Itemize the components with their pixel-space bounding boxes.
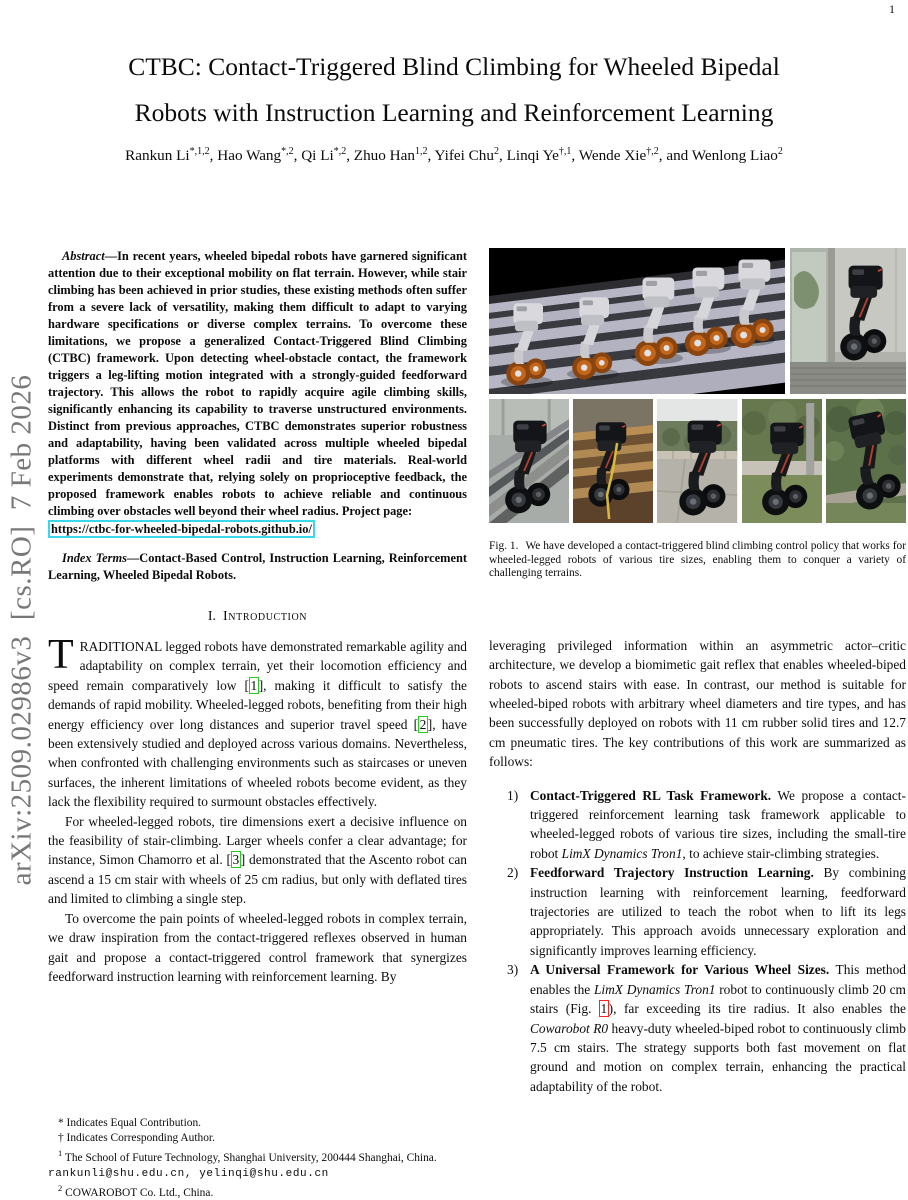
author: Hao Wang$^{*,2}$,: [217, 146, 302, 165]
author: Yifei Chu$^2$,: [434, 146, 507, 165]
contribution-1-title: Contact-Triggered RL Task Framework.: [530, 787, 772, 803]
contribution-item-3: 3) A Universal Framework for Various Wheel Sizes. This method enables the LimX Dynamics Tron1 robot to continuously climb 20 cm stairs (Fig. 1 ), far exceeding its tire radius. It also enables the Cowarobot R0 heavy-duty wheeled-biped robot to continuously climb 7.5 cm stairs. The strategy supports both fast movement on flat ground and motion on complex terrain, enhancing the practical adaptability of the robot.: [507, 962, 906, 1094]
page-number: 1: [889, 2, 895, 16]
contribution-item-1: 1) Contact-Triggered RL Task Framework. We propose a contact-triggered reinforcement learning task framework applicable to wheeled-legged robots of various tire sizes, including the small-tire robot LimX Dynamics Tron1, to achieve stair-climbing strategies.: [507, 787, 906, 861]
contribution-list: [489, 786, 906, 1097]
contribution-2-title: Feedforward Trajectory Instruction Learning.: [530, 865, 814, 881]
author: Wende Xie$^{\dagger,2}$, and: [578, 146, 692, 165]
robot-name-limx-tron1: LimX Dynamics Tron1: [561, 845, 683, 861]
arxiv-watermark: arXiv:2509.02986v3 [cs.RO] 7 Feb 2026: [5, 374, 38, 886]
title-line-1: CTBC: Contact-Triggered Blind Climbing for Wheeled Bipedal: [128, 52, 780, 81]
intro-paragraph-1: TRADITIONAL legged robots have demonstrated remarkable agility and adaptability on complex terrain, yet their locomotion efficiency and speed remain comparatively low [ 1 ], making it difficult to satisfy the demands of rapid mobility. Wheeled-legged robots, benefiting from their high energy efficiency over long distances and superior travel speed [ 2 ], have been extensively studied and deployed across various domains. Nevertheless, when confronted with challenging environments such as staircases or uneven surfaces, the inherent limitations of wheeled robots become evident, as they lack the flexibility required to surmount obstacles effectively.: [48, 632, 467, 810]
author: Zhuo Han$^{1,2}$,: [353, 146, 435, 165]
abstract: Abstract—In recent years, wheeled bipedal robots have garnered significant attention due to their exceptional mobility on flat terrain. However, while stair climbing has been achieved in prior studies, these existing methods often suffer from a severe lack of versatility, making them difficult to adapt to varying hardware specifications or diverse complex terrains. To overcome these limitations, we propose a generalized Contact-Triggered Blind Climbing (CTBC) framework. Upon detecting wheel-obstacle contact, the framework triggers a leg-lifting motion integrated with a strongly-guided feedforward trajectory. This allows the robot to rapidly acquire agile climbing skills, significantly enhancing its capability to traverse unstructured environments. Distinct from previous approaches, CTBC demonstrates superior robustness and adaptability, having been validated across multiple wheeled bipedal platforms with different wheel radii and tire materials. Real-world experiments demonstrate that, relying solely on proprioceptive feedback, the proposed framework enables robots to achieve reliable and continuous climbing over obstacles well beyond their wheel radius. Project page:: [48, 249, 467, 518]
robot-name-limx-tron1: LimX Dynamics Tron1: [593, 981, 716, 997]
footnote-equal-contribution: * Indicates Equal Contribution.: [58, 1117, 201, 1129]
intro-paragraph-2: For wheeled-legged robots, tire dimensions exert a decisive influence on the feasibility of stair-climbing. Larger wheels confer a clear advantage; for instance, Simon Chamorro et al. [ 3 ] demonstrated that the Ascento robot can ascend a 15 cm stair with wheels of 25 cm radius, but only with deflated tires and limited to climbing a single step.: [48, 813, 467, 907]
author: Qi $Li^{*,2}$,: [301, 146, 354, 165]
paper-title: [0, 44, 908, 136]
figure-panel-simulation: [489, 248, 785, 394]
figure-panel-photo-door-step: [790, 248, 906, 394]
figure-1: [489, 248, 906, 523]
left-column: [48, 248, 467, 986]
project-page-line: [48, 520, 467, 538]
author-list: [0, 146, 908, 165]
author: Linqi $Ye^{\dagger,1}$,: [506, 146, 579, 165]
abstract-label: Abstract: [62, 249, 105, 263]
figure-1-caption: Fig. 1. We have developed a contact-triggered blind climbing control policy that works for wheeled-legged robots of various tire sizes, enabling them to conquer a variety of challenging terrains.: [489, 540, 906, 580]
figure-panel-photo-sidewalk-curb: [657, 399, 737, 523]
figure-panel-photo-grass-hedge: [742, 399, 822, 523]
citation-ref-3[interactable]: 3: [232, 852, 240, 868]
footnote-corresponding-author: † Indicates Corresponding Author.: [58, 1131, 215, 1144]
figure-panel-photo-greenery-curb: [826, 399, 906, 523]
author: Rankun $Li^{*,1,2}$,: [125, 146, 218, 165]
index-terms: Index Terms—Contact-Based Control, Instruction Learning, Reinforcement Learning, Wheeled Bipedal Robots.: [48, 551, 467, 582]
intro-paragraph-3: To overcome the pain points of wheeled-legged robots in complex terrain, we draw inspiration from the contact-triggered reflexes observed in human gait and propose a contact-triggered control framework that synergizes feedforward instruction learning with reinforcement learning. By: [48, 910, 467, 984]
author-emails[interactable]: rankunli@shu.edu.cn, yelinqi@shu.edu.cn: [48, 1167, 329, 1180]
contribution-item-2: 2) Feedforward Trajectory Instruction Learning. By combining instruction learning with reinforcement learning, feedforward trajectories are utilized to teach the robot when to lift its legs appropriately. This approach avoids unnecessary exploration and significantly improves learning efficiency.: [507, 865, 906, 958]
author: Wenlong Liao$^2$: [691, 146, 783, 165]
contribution-3-title: A Universal Framework for Various Wheel Sizes.: [530, 962, 830, 978]
intro-paragraph-4: leveraging privileged information within an asymmetric actor–critic architecture, we develop a biomimetic gait reflex that enables wheeled-biped robots to ascend stairs with ease. In contrast, our method is suitable for wheeled-biped robots with arbitrary wheel diameters and tire types, and has been successfully deployed on robots with 11 cm rubber solid tires and 12.7 cm pneumatic tires. The key contributions of this work are summarized as follows:: [489, 637, 906, 770]
project-page-link[interactable]: https://ctbc-for-wheeled-bipedal-robots.github.io/: [48, 520, 315, 538]
citation-ref-1[interactable]: 1: [250, 677, 258, 693]
footnote-affiliation-2: $^2$ COWAROBOT Co. Ltd., China.: [58, 1183, 214, 1200]
footnotes: [48, 1116, 467, 1200]
figure-1-reference[interactable]: 1: [600, 1001, 608, 1017]
citation-ref-2[interactable]: 2: [419, 716, 427, 732]
robot-name-cowarobot-r0: Cowarobot R0: [530, 1020, 609, 1036]
section-heading-introduction: I. Introduction: [207, 609, 308, 624]
index-terms-label: Index Terms: [62, 551, 127, 565]
title-line-2: Robots with Instruction Learning and Reinforcement Learning: [134, 98, 774, 127]
drop-cap: T: [48, 632, 74, 678]
figure-panel-photo-wooden-stairs: [573, 399, 653, 523]
footnote-affiliation-1: $^1$ The School of Future Technology, Shanghai University, 200444 Shanghai, China. rankunli@shu.edu.cn, yelinqi@shu.edu.cn: [48, 1147, 437, 1180]
figure-panel-photo-stone-stairs: [489, 399, 569, 523]
right-column: [489, 248, 906, 1096]
